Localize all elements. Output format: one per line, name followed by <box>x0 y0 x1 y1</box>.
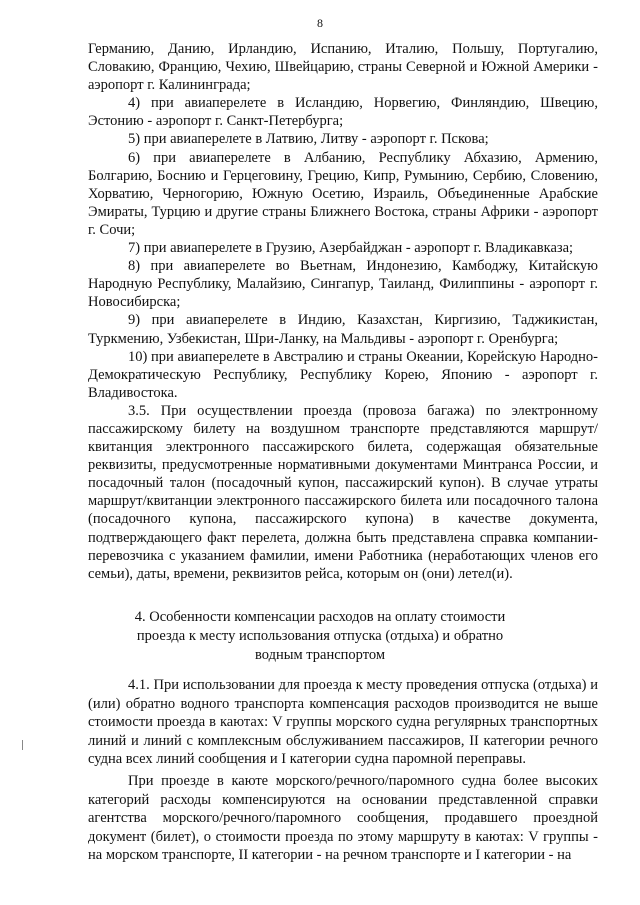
paragraph-3-5: 3.5. При осуществлении проезда (провоза багажа) по электронному пассажирскому билету на воздушном транспорте представляются маршрут/квитанция электронного пассажирского билета, содержащая обязательные реквизиты, предусмотренные нормативными документами Минтранса России, и посадочный талон (посадочный купон, пассажирский купон). В случае утраты маршрут/квитанции электронного пассажирского билета или посадочного талона (посадочного купона, пассажирского купона) в качестве документа, подтверждающего факт перелета, должна быть представлена справка компании-перевозчика с указанием фамилии, имени Работника (неработающих членов его семьи), даты, времени, реквизитов рейса, которым он (они) летел(и). <box>88 402 598 582</box>
body-text-lower <box>88 676 598 865</box>
paragraph-countries-continued: Германию, Данию, Ирландию, Испанию, Италию, Польшу, Португалию, Словакию, Францию, Чехию, Швейцарию, страны Северной и Южной Америки - аэропорт г. Калининграда; <box>88 41 598 94</box>
paragraph-4-1: 4.1. При использовании для проезда к месту проведения отпуска (отдыха) и (или) обратно водного транспорта компенсация расходов производится не выше стоимости проезда в каютах: V группы морского судна регулярных транспортных линий и линий с комплексным обслуживанием пассажиров, II категории речного судна всех линий сообщения и I категории судна паромной переправы. <box>88 677 598 768</box>
list-item-4: 4) при авиаперелете в Исландию, Норвегию, Финляндию, Швецию, Эстонию - аэропорт г. Санкт-Петербурга; <box>88 95 598 130</box>
list-item-7: 7) при авиаперелете в Грузию, Азербайджан - аэропорт г. Владикавказа; <box>128 240 574 257</box>
body-text-upper <box>88 40 598 583</box>
section-title <box>0 608 640 665</box>
list-item-6: 6) при авиаперелете в Албанию, Республику Абхазию, Армению, Болгарию, Боснию и Герцеговину, Грецию, Кипр, Румынию, Сербию, Словению, Хорватию, Черногорию, Южную Осетию, Израиль, Объединенные Арабские Эмираты, Турцию и другие страны Ближнего Востока, страны Африки - аэропорт г. Сочи; <box>88 149 598 238</box>
list-item-10: 10) при авиаперелете в Австралию и страны Океании, Корейскую Народно-Демократическую Республику, Республику Корею, Японию - аэропорт г. Владивостока. <box>88 348 598 401</box>
margin-mark <box>22 740 23 750</box>
paragraph-higher-category: При проезде в каюте морского/речного/паромного судна более высоких категорий расходы компенсируются на основании представленной справки агентства морского/речного/паромного сообщения, продавшего проездной документ (билет), о стоимости проезда по этому маршруту в каютах: V группы - на морском транспорте, II категории - на речном транспорте и I категории - на <box>88 772 598 864</box>
list-item-9: 9) при авиаперелете в Индию, Казахстан, Киргизию, Таджикистан, Туркмению, Узбекистан, Шри-Ланку, на Мальдивы - аэропорт г. Оренбурга; <box>88 312 598 347</box>
list-item-8: 8) при авиаперелете во Вьетнам, Индонезию, Камбоджу, Китайскую Народную Республику, Малайзию, Сингапур, Таиланд, Филиппины - аэропорт г. Новосибирска; <box>88 258 598 311</box>
page-number: 8 <box>317 16 323 30</box>
section-title-line-3: водным транспортом <box>254 647 386 663</box>
list-item-5: 5) при авиаперелете в Латвию, Литву - аэропорт г. Пскова; <box>128 131 489 148</box>
section-title-line-2: проезда к месту использования отпуска (отдыха) и обратно <box>136 628 504 644</box>
section-title-line-1: 4. Особенности компенсации расходов на оплату стоимости <box>134 609 506 625</box>
